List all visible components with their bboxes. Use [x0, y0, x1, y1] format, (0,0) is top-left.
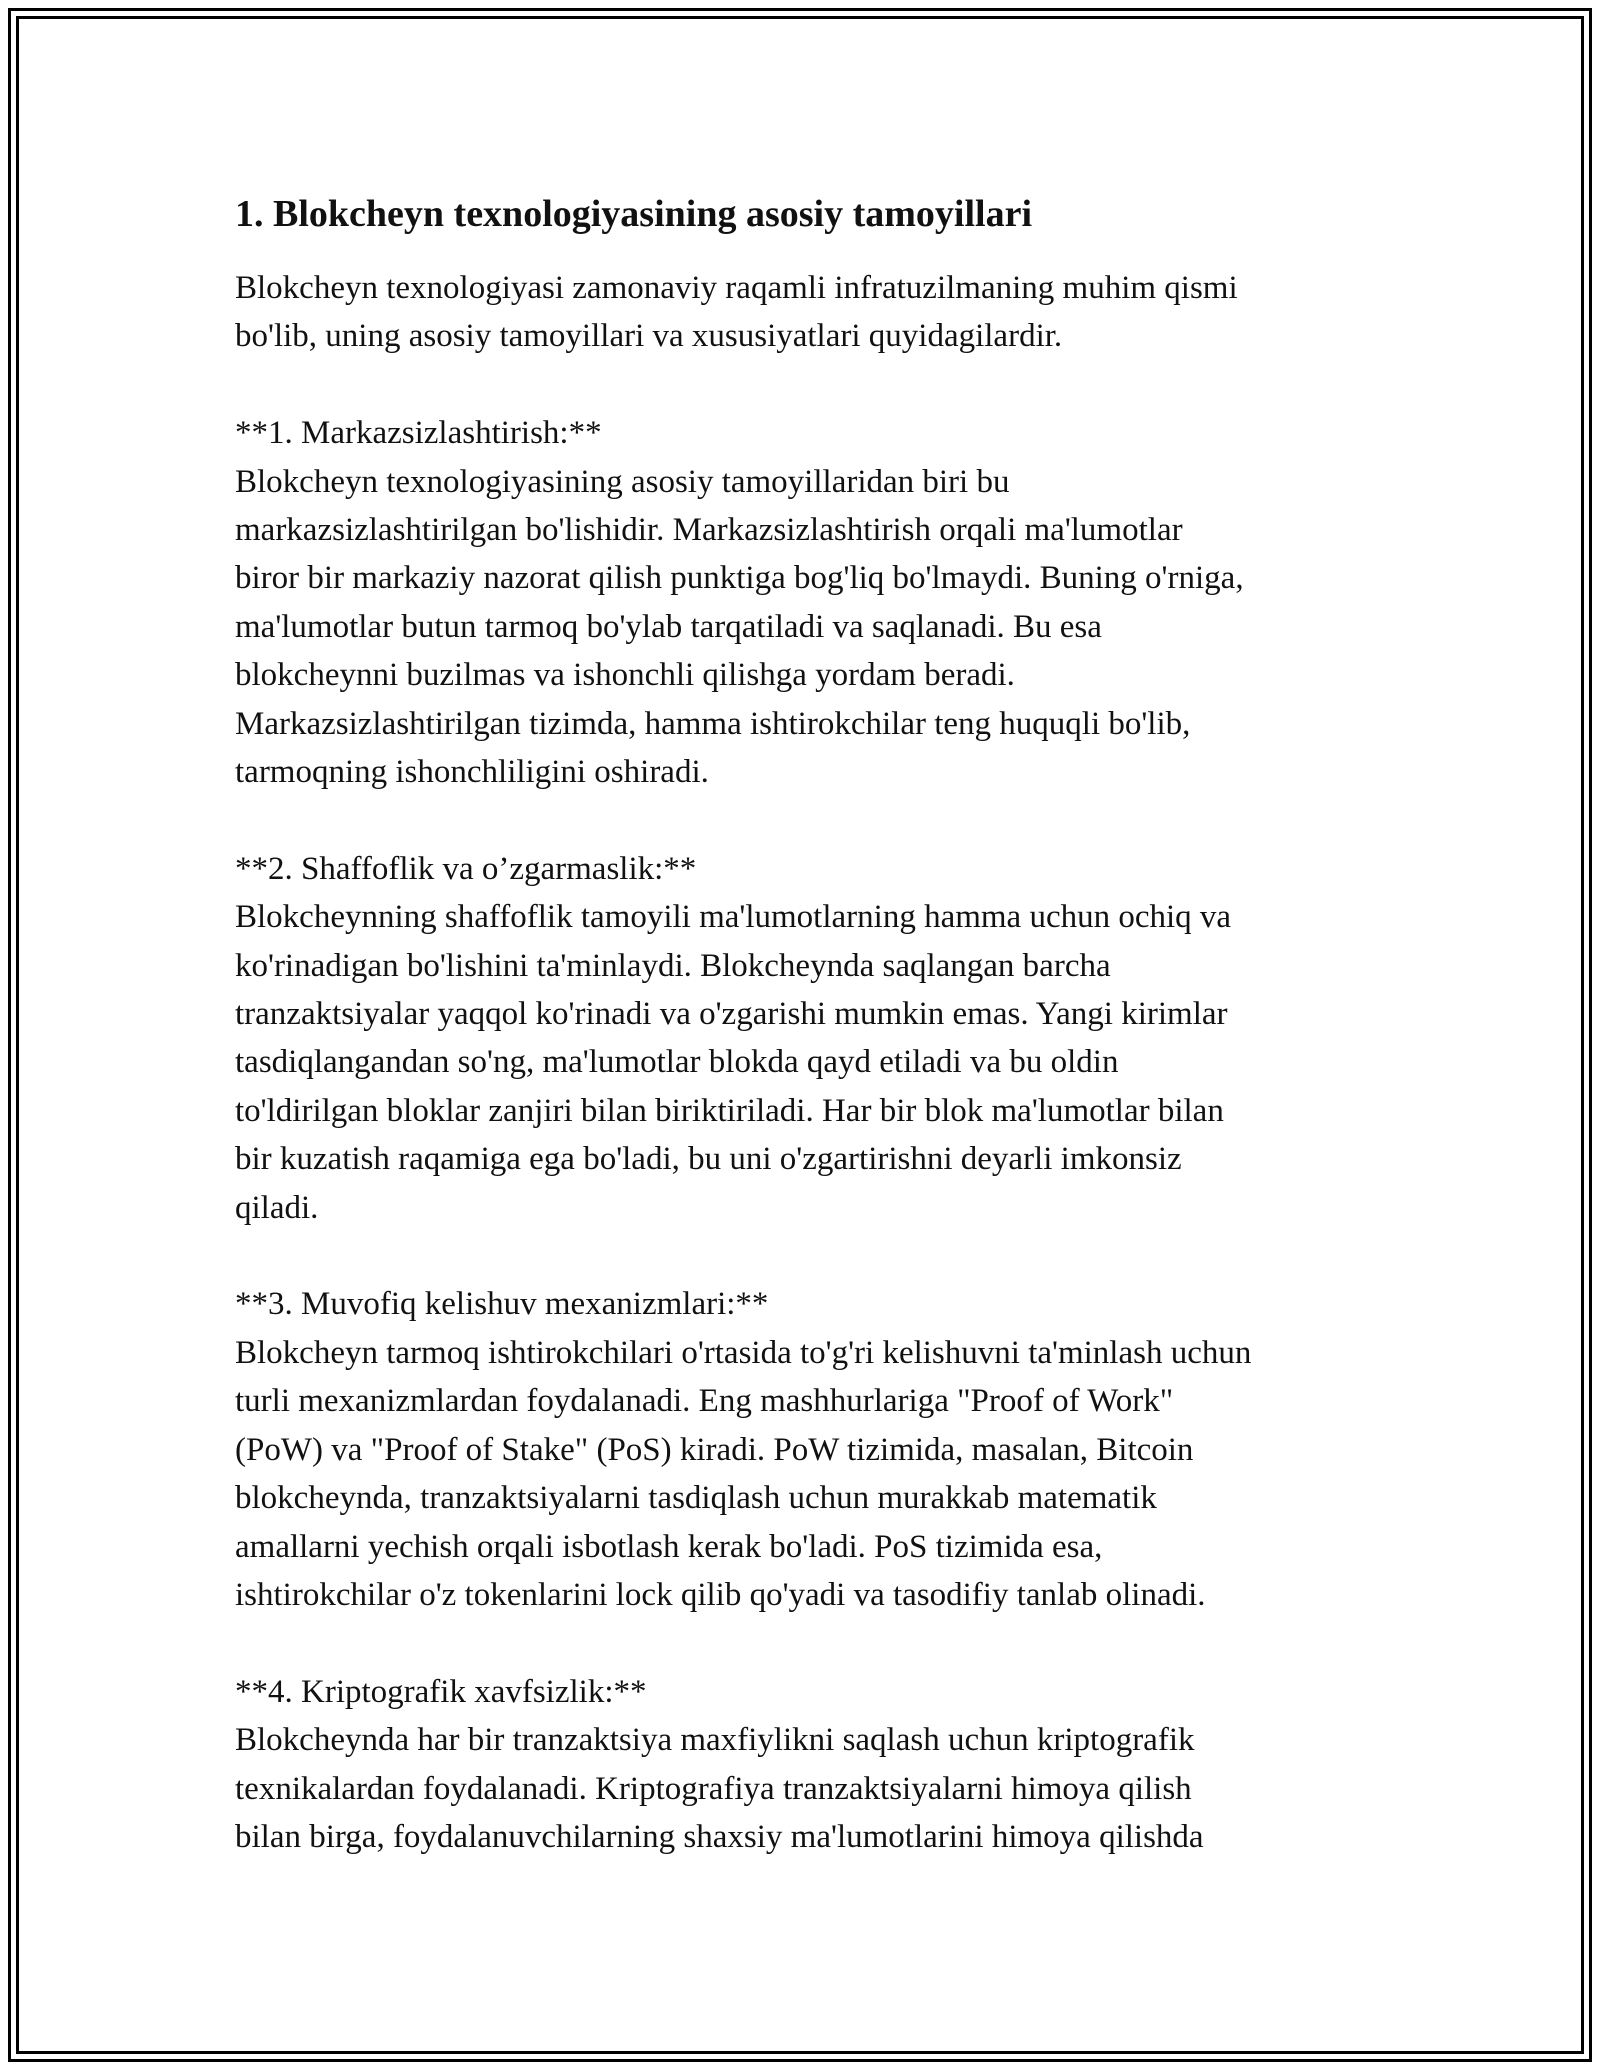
text-line: tasdiqlangandan so'ng, ma'lumotlar blokda qayd etiladi va bu oldin	[235, 1044, 1119, 1081]
text-line: bilan birga, foydalanuvchilarning shaxsiy ma'lumotlarini himoya qilishda	[235, 1818, 1204, 1855]
text-line: bir kuzatish raqamiga ega bo'ladi, bu uni o'zgartirishni deyarli imkonsiz	[235, 1141, 1182, 1178]
text-line: tranzaktsiyalar yaqqol ko'rinadi va o'zgarishi mumkin emas. Yangi kirimlar	[235, 996, 1228, 1033]
text-line: Blokcheynning shaffoflik tamoyili ma'lumotlarning hamma uchun ochiq va	[235, 899, 1232, 936]
text-line: blokcheynni buzilmas va ishonchli qilishga yordam beradi.	[235, 657, 1015, 694]
text-line: ma'lumotlar butun tarmoq bo'ylab tarqatiladi va saqlanadi. Bu esa	[235, 608, 1102, 645]
document-body	[235, 190, 1375, 1861]
section-heading: **3. Muvofiq kelishuv mexanizmlari:**	[235, 1286, 769, 1323]
text-line: Blokcheyn texnologiyasi zamonaviy raqamli infratuzilmaning muhim qismi	[235, 270, 1238, 306]
paragraph-gap	[235, 1619, 1375, 1667]
text-line: (PoW) va "Proof of Stake" (PoS) kiradi. PoW tizimida, masalan, Bitcoin	[235, 1431, 1194, 1468]
text-line: amallarni yechish orqali isbotlash kerak bo'ladi. PoS tizimida esa,	[235, 1528, 1103, 1565]
text-line: ko'rinadigan bo'lishini ta'minlaydi. Blokcheynda saqlangan barcha	[235, 947, 1111, 984]
text-line: tarmoqning ishonchliligini oshiradi.	[235, 754, 709, 791]
section-cryptography	[235, 1668, 1375, 1862]
paragraph-gap	[235, 361, 1375, 409]
text-line: Blokcheyn tarmoq ishtirokchilari o'rtasida to'g'ri kelishuvni ta'minlash uchun	[235, 1334, 1252, 1371]
text-line: blokcheynda, tranzaktsiyalarni tasdiqlash uchun murakkab matematik	[235, 1480, 1157, 1517]
section-heading: **2. Shaffoflik va o’zgarmaslik:**	[235, 850, 697, 887]
section-heading: **4. Kriptografik xavfsizlik:**	[235, 1673, 647, 1710]
section-consensus	[235, 1280, 1375, 1619]
section-decentralization	[235, 409, 1375, 796]
section-transparency	[235, 845, 1375, 1232]
text-line: texnikalardan foydalanadi. Kriptografiya tranzaktsiyalarni himoya qilish	[235, 1770, 1192, 1807]
text-line: Blokcheyn texnologiyasining asosiy tamoyillaridan biri bu	[235, 463, 1010, 500]
page-title: 1. Blokcheyn texnologiyasining asosiy tamoyillari	[235, 193, 1033, 235]
text-line: qiladi.	[235, 1189, 319, 1226]
text-line: to'ldirilgan bloklar zanjiri bilan biriktiriladi. Har bir blok ma'lumotlar bilan	[235, 1092, 1224, 1129]
intro-paragraph	[235, 264, 1375, 361]
paragraph-gap	[235, 796, 1375, 844]
text-line: Blokcheynda har bir tranzaktsiya maxfiylikni saqlash uchun kriptografik	[235, 1722, 1195, 1759]
text-line: bo'lib, uning asosiy tamoyillari va xususiyatlari quyidagilardir.	[235, 318, 1063, 355]
text-line: biror bir markaziy nazorat qilish punktiga bog'liq bo'lmaydi. Buning o'rniga,	[235, 560, 1244, 597]
text-line: Markazsizlashtirilgan tizimda, hamma ishtirokchilar teng huquqli bo'lib,	[235, 705, 1191, 742]
text-line: ishtirokchilar o'z tokenlarini lock qilib qo'yadi va tasodifiy tanlab olinadi.	[235, 1576, 1206, 1613]
section-heading: **1. Markazsizlashtirish:**	[235, 415, 602, 452]
text-line: turli mexanizmlardan foydalanadi. Eng mashhurlariga "Proof of Work"	[235, 1383, 1174, 1420]
text-line: markazsizlashtirilgan bo'lishidir. Markazsizlashtirish orqali ma'lumotlar	[235, 512, 1183, 549]
paragraph-gap	[235, 1232, 1375, 1280]
